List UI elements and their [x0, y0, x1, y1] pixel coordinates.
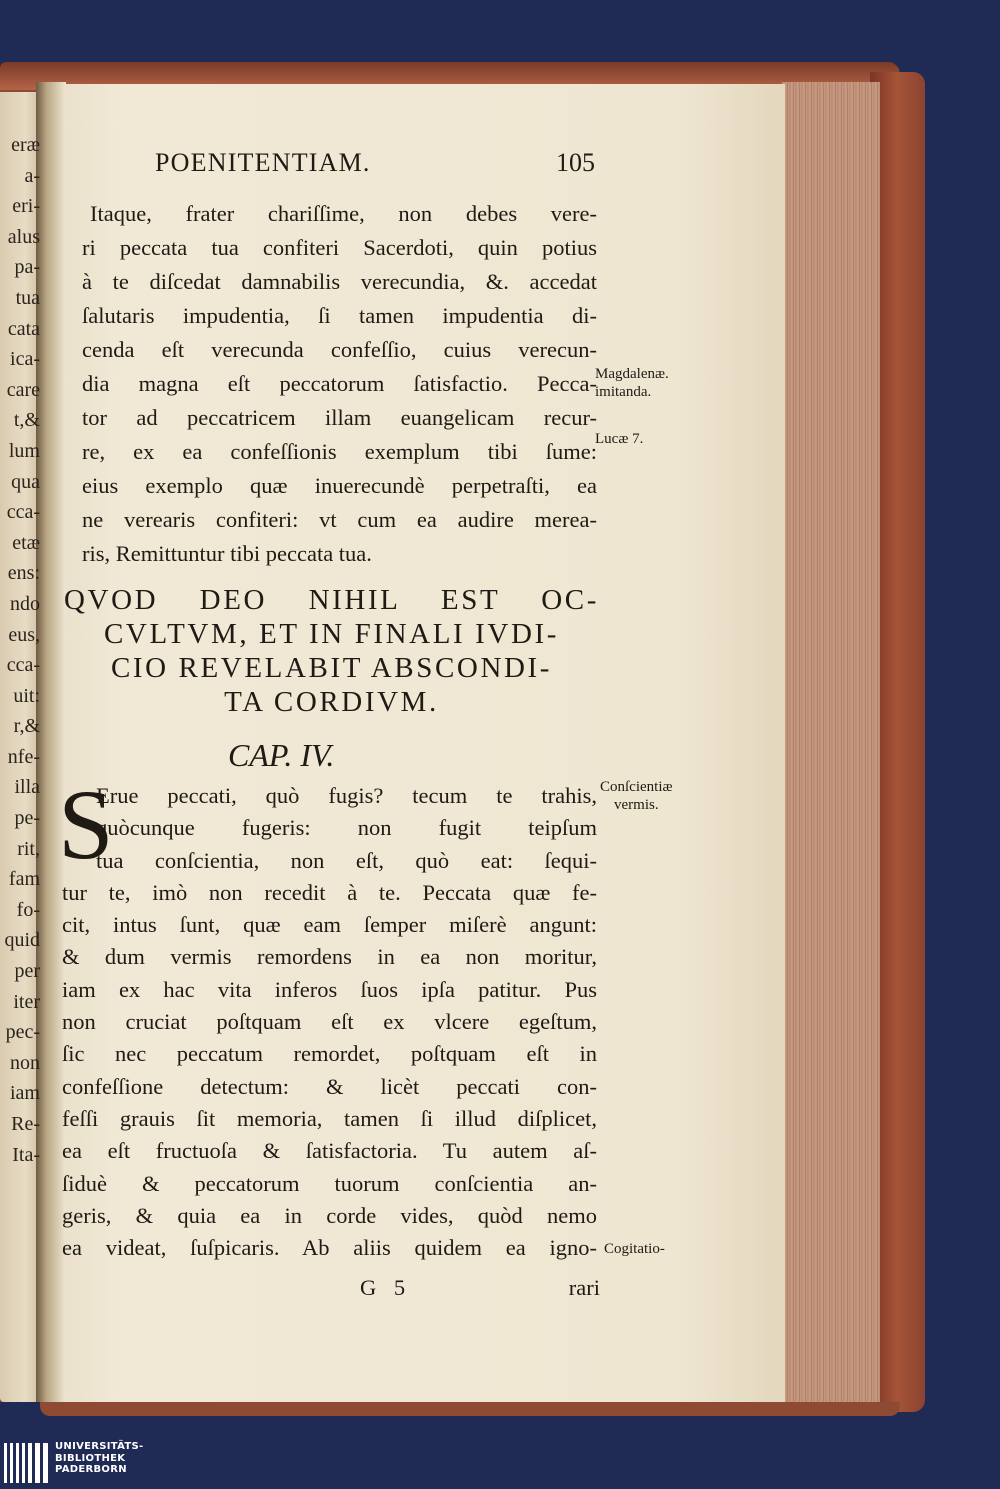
- text-line: non cruciat poſtquam eſt ex vlcere egeſtum,: [62, 1009, 597, 1035]
- paragraph-2: [62, 780, 597, 1264]
- chapter-label: CAP. IV.: [228, 737, 335, 773]
- text-line: à te diſcedat damnabilis verecundia, &. accedat: [82, 269, 597, 294]
- library-name-line: PADERBORN: [55, 1464, 127, 1475]
- chapter-heading: [64, 583, 599, 719]
- catchword: rari: [568, 1275, 600, 1300]
- text-line: confeſſione detectum: & licèt peccati con-: [62, 1073, 597, 1099]
- fragment: ndo: [10, 592, 40, 615]
- fragment: fo-: [16, 898, 40, 921]
- fragment: rit,: [17, 837, 40, 860]
- fragment: ica-: [10, 348, 40, 371]
- fragment: iam: [10, 1082, 40, 1105]
- marginal-line: vermis.: [614, 797, 659, 813]
- marginal-note-1: [595, 365, 669, 401]
- fragment: illa: [14, 776, 40, 799]
- fragment: eus,: [8, 623, 40, 646]
- marginal-line: Magdalenæ.: [595, 366, 669, 382]
- fragment: quid: [4, 929, 40, 952]
- library-footer: [0, 1437, 1000, 1489]
- marginal-line: Cogitatio-: [604, 1241, 665, 1257]
- library-logo-icon: [4, 1443, 49, 1483]
- fragment: etæ: [12, 531, 40, 554]
- fragment: pa-: [14, 256, 40, 279]
- text-line: cit, intus ſunt, quæ eam ſemper miſerè angunt:: [62, 912, 597, 938]
- fragment: care: [6, 378, 40, 401]
- marginal-line: Conſcientiæ: [600, 779, 673, 795]
- fragment: iter: [13, 990, 40, 1013]
- fragment: lum: [8, 439, 40, 462]
- marginal-note-4: [604, 1240, 665, 1258]
- text-line: ea videat, ſuſpicaris. Ab aliis quidem ea igno-: [62, 1235, 597, 1261]
- text-line: ſiduè & peccatorum tuorum conſcientia an-: [62, 1170, 597, 1196]
- text-line: cenda eſt verecunda confeſſio, cuius verecun-: [82, 337, 597, 362]
- fragment: ens:: [7, 562, 40, 585]
- fragment: cca-: [6, 654, 40, 677]
- page-footer-line: [360, 1275, 600, 1305]
- fragment: a-: [24, 164, 40, 187]
- text-line: eius exemplo quæ inuerecundè perpetraſti, ea: [82, 473, 597, 498]
- library-name-line: UNIVERSITÄTS-: [55, 1441, 144, 1452]
- running-header: [155, 148, 595, 188]
- paragraph-1: [82, 197, 597, 571]
- heading-line: QVOD DEO NIHIL EST OC-: [64, 584, 599, 616]
- text-line: ris, Remittuntur tibi peccata tua.: [82, 541, 372, 566]
- fragment: tua: [15, 286, 40, 309]
- text-line: ri peccata tua confiteri Sacerdoti, quin potius: [82, 235, 597, 260]
- marginal-line: imitanda.: [595, 384, 652, 400]
- fragment: Re-: [11, 1113, 40, 1135]
- text-line: re, ex ea confeſſionis exemplum tibi ſume:: [82, 439, 597, 464]
- fragment: nfe-: [7, 745, 40, 768]
- marginal-line: Lucæ 7.: [595, 431, 644, 447]
- text-line: Itaque, frater chariſſime, non debes vere-: [90, 201, 597, 226]
- library-name: [55, 1441, 144, 1476]
- text-line: tur te, imò non recedit à te. Peccata quæ fe-: [62, 879, 597, 905]
- fragment: pec-: [5, 1021, 40, 1044]
- text-line: & dum vermis remordens in ea non moritur,: [62, 944, 597, 970]
- left-page-fragments: [0, 130, 40, 1330]
- fragment: non: [10, 1051, 40, 1074]
- fragment: eri-: [12, 195, 40, 218]
- fragment: alus: [7, 225, 40, 248]
- header-title: POENITENTIAM.: [155, 148, 371, 177]
- fragment: eræ: [11, 134, 40, 156]
- fragment: cca-: [6, 501, 40, 524]
- page-number: 105: [556, 148, 595, 177]
- marginal-note-3: [600, 778, 673, 814]
- text-line: dia magna eſt peccatorum ſatisfactio. Pecca-: [82, 371, 597, 396]
- heading-line: CIO REVELABIT ABSCONDI-: [110, 652, 553, 684]
- text-line: ea eſt fructuoſa & ſatisfactoria. Tu autem aſ-: [62, 1138, 597, 1164]
- fragment: t,&: [13, 409, 40, 432]
- text-line: geris, & quia ea in corde vides, quòd nemo: [62, 1202, 597, 1228]
- fragment: pe-: [14, 807, 40, 830]
- text-line: tor ad peccatricem illam euangelicam recur-: [82, 405, 597, 430]
- fragment: r,&: [13, 715, 40, 738]
- text-line: tua conſcientia, non eſt, quò eat: ſequi-: [96, 847, 597, 873]
- fragment: fam: [8, 868, 40, 891]
- fragment: cata: [7, 317, 40, 340]
- text-line: ne verearis confiteri: vt cum ea audire merea-: [82, 507, 597, 532]
- marginal-note-2: [595, 430, 643, 448]
- heading-line: TA CORDIVM.: [224, 686, 439, 718]
- fragment: Ita-: [12, 1143, 40, 1166]
- text-line: feſſi grauis ſit memoria, tamen ſi illud diſplicet,: [62, 1105, 597, 1131]
- drop-cap: S: [58, 769, 114, 880]
- page-edges: [782, 82, 880, 1407]
- fragment: per: [14, 960, 40, 983]
- text-line: ſic nec peccatum remordet, poſtquam eſt in: [62, 1041, 597, 1067]
- text-line: quòcunque fugeris: non fugit teipſum: [96, 815, 597, 841]
- text-line: Erue peccati, quò fugis? tecum te trahis,: [96, 783, 597, 808]
- text-line: ſalutaris impudentia, ſi tamen impudentia di-: [82, 303, 597, 328]
- fragment: uit:: [13, 684, 40, 707]
- book-cover-bottom: [40, 1402, 900, 1416]
- heading-line: CVLTVM, ET IN FINALI IVDI-: [103, 618, 560, 650]
- fragment: qua: [11, 470, 40, 493]
- library-name-line: BIBLIOTHEK: [55, 1452, 126, 1464]
- signature-mark: G 5: [360, 1275, 412, 1300]
- text-line: iam ex hac vita inferos ſuos ipſa patitur. Pus: [62, 976, 597, 1002]
